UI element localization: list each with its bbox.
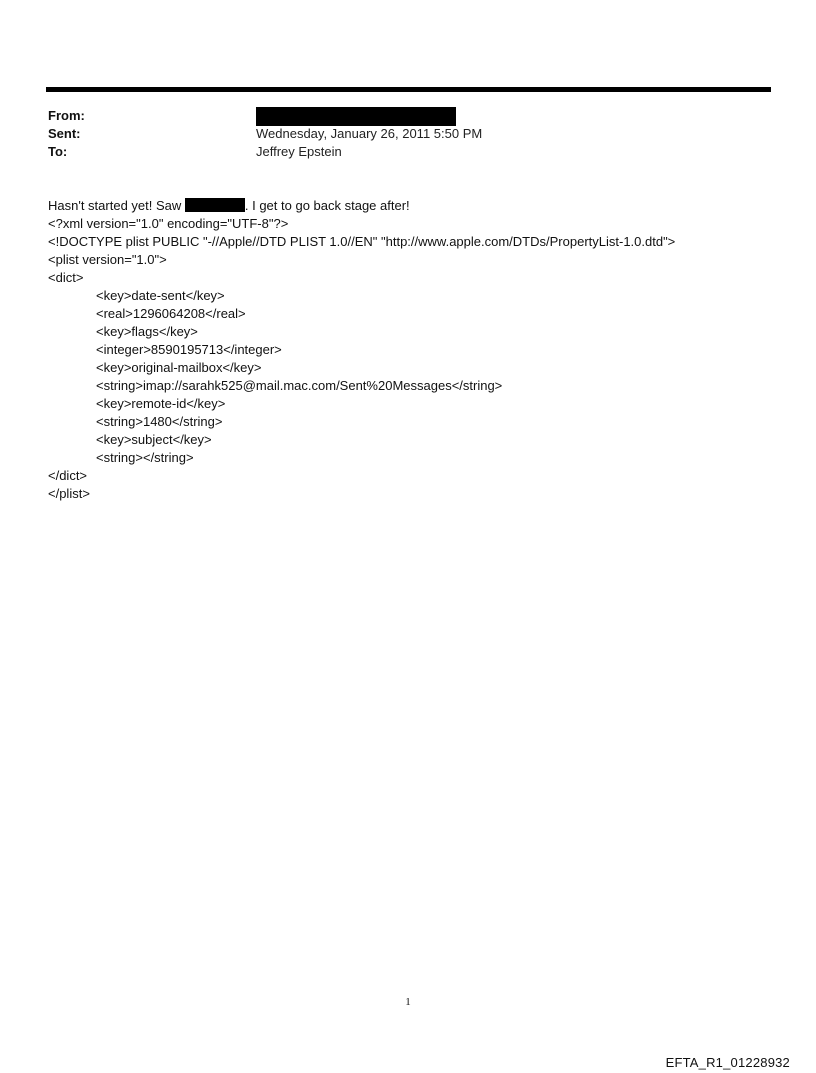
email-header [48,107,768,161]
from-label: From: [48,108,85,123]
plist-line: <key>date-sent</key> [96,288,225,303]
page-number: 1 [405,996,411,1008]
plist-line: <string></string> [96,450,194,465]
message-redaction [185,198,245,212]
plist-line: <real>1296064208</real> [96,306,246,321]
plist-line: </plist> [48,486,90,501]
message-before: Hasn't started yet! Saw [48,198,185,213]
message-line [48,197,788,215]
plist-line: <string>imap://sarahk525@mail.mac.com/Sent%20Messages</string> [96,378,503,393]
plist-line: <integer>8590195713</integer> [96,342,282,357]
plist-line: <plist version="1.0"> [48,252,167,267]
plist-line: <!DOCTYPE plist PUBLIC "-//Apple//DTD PLIST 1.0//EN" "http://www.apple.com/DTDs/PropertyList-1.0.dtd"> [48,234,676,249]
plist-line: <key>remote-id</key> [96,396,226,411]
email-body [48,197,788,503]
sent-value: Wednesday, January 26, 2011 5:50 PM [256,126,483,141]
plist-line: </dict> [48,468,88,483]
plist-line: <key>original-mailbox</key> [96,360,262,375]
document-id: EFTA_R1_01228932 [665,1055,790,1070]
plist-line: <key>subject</key> [96,432,212,447]
plist-line: <key>flags</key> [96,324,198,339]
to-label: To: [48,144,68,159]
from-row [48,107,768,125]
from-redaction [256,107,456,126]
plist-line: <?xml version="1.0" encoding="UTF-8"?> [48,216,289,231]
plist-line: <dict> [48,270,84,285]
message-after: . I get to go back stage after! [244,198,410,213]
header-rule [46,87,771,92]
to-value: Jeffrey Epstein [256,144,342,159]
sent-label: Sent: [48,126,81,141]
plist-line: <string>1480</string> [96,414,223,429]
to-row [48,143,768,161]
sent-row [48,125,768,143]
